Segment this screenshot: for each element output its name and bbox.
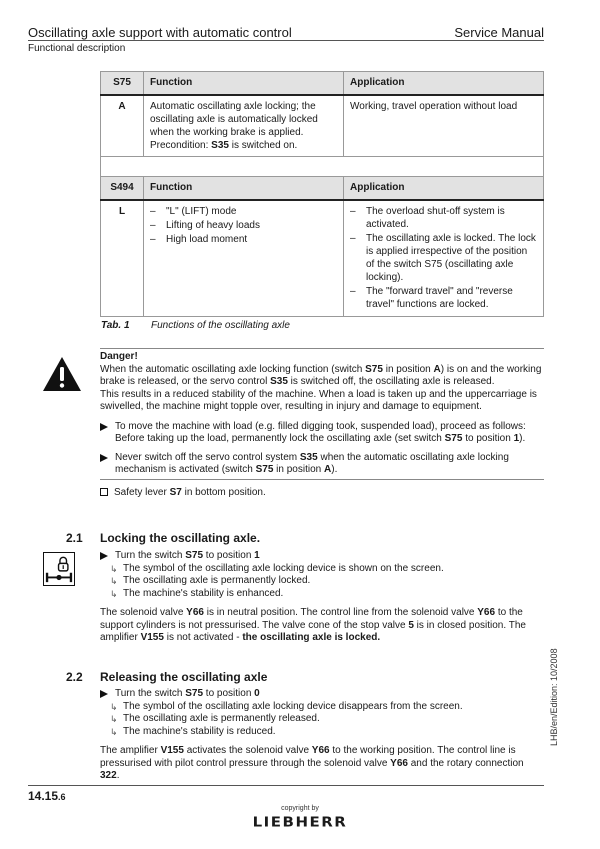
result-arrow-icon: ↳ xyxy=(110,714,118,724)
step-arrow-icon xyxy=(100,423,108,431)
list-item: – High load moment xyxy=(150,233,337,246)
application-cell xyxy=(344,200,544,317)
list-item: – Lifting of heavy loads xyxy=(150,219,337,232)
table-spacer xyxy=(100,151,544,176)
danger-consequence: This results in a reduced stability of the machine. When a load is taken up and the uppercarriage is swivelled, the machine might topple over, resulting in injury and damage to equipment. xyxy=(100,388,537,412)
edition-text: LHB/en/Edition: 10/2008 xyxy=(549,648,559,746)
danger-divider-top xyxy=(100,348,544,349)
result-arrow-icon: ↳ xyxy=(110,563,118,574)
caption-label: Tab. 1 xyxy=(101,320,130,331)
result-arrow-icon: ↳ xyxy=(110,576,118,586)
brand-logo: LIEBHERR xyxy=(252,813,348,831)
result-item: ↳ The symbol of the oscillating axle locking device is shown on the screen. xyxy=(110,562,444,574)
result-item: ↳ The machine's stability is enhanced. xyxy=(110,587,284,599)
function-code: S35 xyxy=(211,139,229,151)
table-row xyxy=(101,200,544,317)
section-body xyxy=(100,550,545,645)
manual-type: Service Manual xyxy=(454,25,544,40)
section-title: Locking the oscillating axle. xyxy=(100,531,261,545)
table-header-row xyxy=(101,177,544,200)
table-row xyxy=(101,95,544,157)
column-header-switch: S75 xyxy=(101,72,144,95)
step-arrow-icon xyxy=(100,552,108,560)
page-number: 14.15.6 xyxy=(28,789,66,803)
danger-title: Danger! xyxy=(100,351,138,362)
description-paragraph: The amplifier V155 activates the solenoid valve Y66 to the working position. The control line is pressurised with pilot control pressure through the solenoid valve Y66 and the rotary connection 322. xyxy=(100,745,524,781)
instruction-step: To move the machine with load (e.g. filled digging took, suspended load), proceed as follows: Before taking up the load, permanently lock the oscillating axle (set switch S75 to position 1). xyxy=(100,421,544,446)
caption-text: Functions of the oscillating axle xyxy=(151,320,290,331)
result-item: ↳ The symbol of the oscillating axle locking device disappears from the screen. xyxy=(110,700,463,712)
chapter-subtitle: Functional description xyxy=(28,43,126,54)
section-number: 2.2 xyxy=(66,670,83,684)
application-list xyxy=(350,205,537,311)
function-text: Automatic oscillating axle locking; the oscillating axle is automatically locked when the working brake is applied. Precondition: xyxy=(150,100,318,151)
checkbox-icon xyxy=(100,488,108,496)
axle-lock-icon xyxy=(43,552,75,586)
table-caption xyxy=(101,320,290,331)
danger-divider-bottom xyxy=(100,479,544,480)
s494-function-table xyxy=(100,176,544,317)
s75-function-table xyxy=(100,71,544,157)
list-item: – The overload shut-off system is activated. xyxy=(350,205,537,231)
danger-text: When the automatic oscillating axle locking function (switch S75 in position A) is on and the working brake is released, or the servo control S35 is switched off, the oscillating axle is released. xyxy=(100,363,542,387)
function-text: is switched on. xyxy=(228,139,298,151)
section-number: 2.1 xyxy=(66,531,83,545)
copyright-text: copyright by xyxy=(281,805,319,812)
result-item: ↳ The oscillating axle is permanently locked. xyxy=(110,575,311,586)
column-header-application: Application xyxy=(344,72,544,95)
function-cell xyxy=(144,200,344,317)
warning-triangle-icon xyxy=(42,356,82,392)
list-item: – "L" (LIFT) mode xyxy=(150,205,337,218)
result-arrow-icon: ↳ xyxy=(110,588,118,599)
application-cell: Working, travel operation without load xyxy=(344,95,544,157)
section-body xyxy=(100,688,545,783)
column-header-function: Function xyxy=(144,72,344,95)
instruction-step: Turn the switch S75 to position 1 xyxy=(100,550,545,563)
column-header-function: Function xyxy=(144,177,344,200)
function-list xyxy=(150,205,337,246)
list-item: – The oscillating axle is locked. The lock is applied irrespective of the position of the switch S75 (oscillating axle locking). xyxy=(350,232,537,284)
result-arrow-icon: ↳ xyxy=(110,726,118,737)
switch-position: L xyxy=(101,200,144,317)
result-arrow-icon: ↳ xyxy=(110,701,118,712)
section-title: Releasing the oscillating axle xyxy=(100,670,268,684)
precondition-item: Safety lever S7 in bottom position. xyxy=(100,487,266,498)
danger-steps xyxy=(100,421,544,477)
result-item: ↳ The oscillating axle is permanently released. xyxy=(110,713,320,724)
danger-notice xyxy=(100,351,544,483)
edition-note xyxy=(547,648,559,746)
column-header-application: Application xyxy=(344,177,544,200)
page-header xyxy=(28,25,544,41)
list-item: – The "forward travel" and "reverse travel" functions are locked. xyxy=(350,285,537,311)
instruction-step: Never switch off the servo control system S35 when the automatic oscillating axle locking mechanism is activated (switch S75 in position A). xyxy=(100,452,544,477)
switch-position: A xyxy=(101,95,144,157)
table-header-row xyxy=(101,72,544,95)
result-item: ↳ The machine's stability is reduced. xyxy=(110,725,276,737)
document-title: Oscillating axle support with automatic control xyxy=(28,25,292,40)
description-paragraph: The solenoid valve Y66 is in neutral position. The control line from the solenoid valve Y66 to the support cylinders is not pressurised. The valve cone of the stop valve 5 is in closed position. The amplifier V155 is not activated - the oscillating axle is locked. xyxy=(100,607,526,643)
function-cell xyxy=(144,95,344,157)
column-header-switch: S494 xyxy=(101,177,144,200)
step-arrow-icon xyxy=(100,454,108,462)
footer-divider xyxy=(28,785,544,786)
step-arrow-icon xyxy=(100,690,108,698)
instruction-step: Turn the switch S75 to position 0 xyxy=(100,688,545,701)
